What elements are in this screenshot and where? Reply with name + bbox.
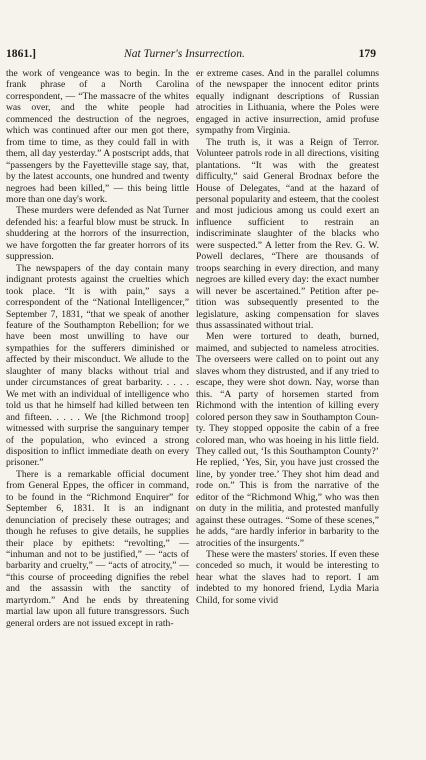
paragraph: Men were tortured to death, burned, maimed, and subjected to nameless atrocities. The overseers were called on to point out any slaves whom they distrusted, and if any tried to escape, they were shot down. Nay, worse than this. “A party of horsemen started from Richmond with the intention of killing every colored person they saw in Southampton County. They stopped opposite the cabin of a free colored man, who was hoeing in his little field. They called out, ‘Is this Southampton County?’ He replied, ‘Yes, Sir, you have just crossed the line, by yonder tree.’ They shot him dead and rode on.” This is from the narrative of the editor of the “Richmond Whig,” who was then on duty in the militia, and protested manfully against these outrages. “Some of these scenes,” he adds, “are hardly inferior in barbarity to the atrocities of the insurgents.” [196, 331, 379, 549]
running-header [6, 46, 376, 62]
right-column [196, 68, 379, 606]
paragraph: These were the masters' stories. If even these conceded so much, it would be interesting to hear what the slaves had to report. I am indebted to my honored friend, Lydia Maria Child, for some vivid [196, 549, 379, 606]
paragraph: The newspapers of the day contain many indignant protests against the cruelties which took place. “It is with pain,” says a correspondent of the “National Intelligencer,” September 7, 1831, “that we speak of another feature of the Southampton Rebellion; for we have been most unwilling to have our sympathies for the sufferers diminished or affected by their misconduct. We allude to the slaughter of many blacks without trial and under circumstances of great barbarity. . . . . We met with an individual of intelligence who told us that he himself had killed between ten and fifteen. . . . . We [the Richmond troop] witnessed with surprise the sanguinary temper of the population, who evinced a strong disposition to inflict immediate death on every prisoner.” [6, 262, 189, 469]
header-year: 1861.] [6, 47, 36, 60]
paragraph: There is a remarkable official document from General Eppes, the officer in command, to be found in the “Richmond Enquirer” for September 6, 1831. It is an indignant denunciation of precisely these outrages; and though he refuses to give details, he supplies their place by epithets: “revolting,” — “inhuman and not to be justified,” — “acts of barbarity and cruelty,” — “acts of atrocity,” — “this course of proceeding dignifies the rebel and the assassin with the sanctity of martyrdom.” And he ends by threatening martial law upon all future transgressors. Such general orders are not issued except in rath- [6, 468, 189, 629]
page-number: 179 [358, 47, 376, 60]
paragraph: the work of vengeance was to begin. In the frank phrase of a North Carolina correspondent, — “The massacre of the whites was over, and the white people had commenced the destruction of the negroes, which was continued after our men got there, from time to time, as they could fall in with them, all day yesterday.” A postscript adds, that “passengers by the Fayetteville stage say, that, by the latest accounts, one hundred and twenty negroes had been killed,” — this being little more than one day's work. [6, 68, 189, 205]
paragraph: er extreme cases. And in the parallel columns of the newspaper the innocent editor prints equally indignant descriptions of Russian atrocities in Lithuania, where the Poles were engaged in active insurrection, amid profuse sympathy from Virginia. [196, 68, 379, 137]
header-title: Nat Turner's Insurrection. [124, 47, 245, 60]
paragraph: The truth is, it was a Reign of Terror. Volunteer patrols rode in all directions, visiting plantations. “It was with the greatest difficulty,” said General Brodnax before the House of Delegates, “and at the hazard of personal popularity and esteem, that the coolest and most judicious among us could exert an influence sufficient to restrain an indiscriminate slaughter of the blacks who were suspected.” A letter from the Rev. G. W. Powell declares, “There are thousands of troops searching in every direction, and many negroes are killed every day: the exact number will never be ascertained.” Petition after petition was subsequently presented to the legislature, asking compensation for slaves thus assassinated without trial. [196, 136, 379, 331]
paragraph: These murders were defended as Nat Turner defended his: a fearful blow must be struck. In shuddering at the horrors of the insurrection, we have forgotten the far greater horrors of its suppression. [6, 205, 189, 263]
left-column [6, 68, 189, 629]
